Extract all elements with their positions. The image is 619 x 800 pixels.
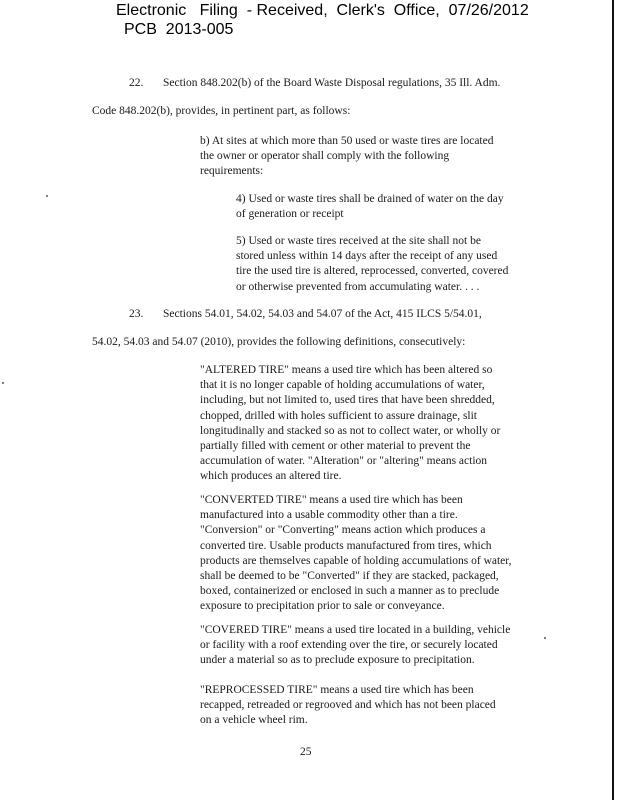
- paragraph-23-line-1: Sections 54.01, 54.02, 54.03 and 54.07 of the Act, 415 ILCS 5/54.01,: [163, 308, 482, 320]
- quote-subsection-b: b) At sites at which more than 50 used or waste tires are located the owner or operator shall comply with the following requirements:: [200, 135, 494, 178]
- scan-speck: [2, 382, 4, 384]
- paragraph-22-line-1: Section 848.202(b) of the Board Waste Disposal regulations, 35 Ill. Adm.: [163, 77, 501, 89]
- filing-stamp-case-number: PCB 2013-005: [124, 21, 234, 38]
- quote-item-5: 5) Used or waste tires received at the site shall not be stored unless within 14 days after the receipt of any used tire the used tire is altered, reprocessed, converted, covered or otherwise prevented from accumulating water. . . .: [236, 235, 509, 293]
- scan-speck: [544, 637, 546, 639]
- definition-altered-tire: "ALTERED TIRE" means a used tire which has been altered so that it is no longer capable of holding accumulations of water, including, but not limited to, used tires that have been shredded, chopped, drilled with holes sufficient to assure drainage, slit longitudinally and stacked so as not to collect water, or wholly or partially filled with cement or other material to prevent the accumulation of water. "Alteration" or "altering" means action which produces an altered tire.: [200, 364, 501, 483]
- definition-reprocessed-tire: "REPROCESSED TIRE" means a used tire which has been recapped, retreaded or regrooved and which has not been placed on a vehicle wheel rim.: [200, 684, 496, 727]
- paragraph-22-number: 22.: [129, 77, 144, 89]
- definition-converted-tire: "CONVERTED TIRE" means a used tire which has been manufactured into a usable commodity other than a tire. "Conversion" or "Converting" means action which produces a converted tire. Usable products manufactured from tires, which products are themselves capable of holding accumulations of water, shall be deemed to be "Converted" if they are stacked, packaged, boxed, containerized or enclosed in such a manner as to preclude exposure to precipitation prior to sale or conveyance.: [200, 494, 512, 613]
- definition-covered-tire: "COVERED TIRE" means a used tire located in a building, vehicle or facility with a roof extending over the tire, or securely located under a material so as to preclude exposure to precipitation.: [200, 624, 511, 667]
- scan-speck: [46, 195, 48, 197]
- paragraph-23-line-2: 54.02, 54.03 and 54.07 (2010), provides the following definitions, consecutively:: [92, 336, 466, 348]
- paragraph-22-line-2: Code 848.202(b), provides, in pertinent part, as follows:: [92, 105, 351, 117]
- scan-edge: [612, 0, 614, 800]
- page-number: 25: [300, 746, 312, 758]
- paragraph-23-number: 23.: [129, 308, 144, 320]
- filing-stamp-line-1: Electronic Filing - Received, Clerk's Office, 07/26/2012: [116, 2, 529, 19]
- quote-item-4: 4) Used or waste tires shall be drained of water on the day of generation or receipt: [236, 193, 504, 221]
